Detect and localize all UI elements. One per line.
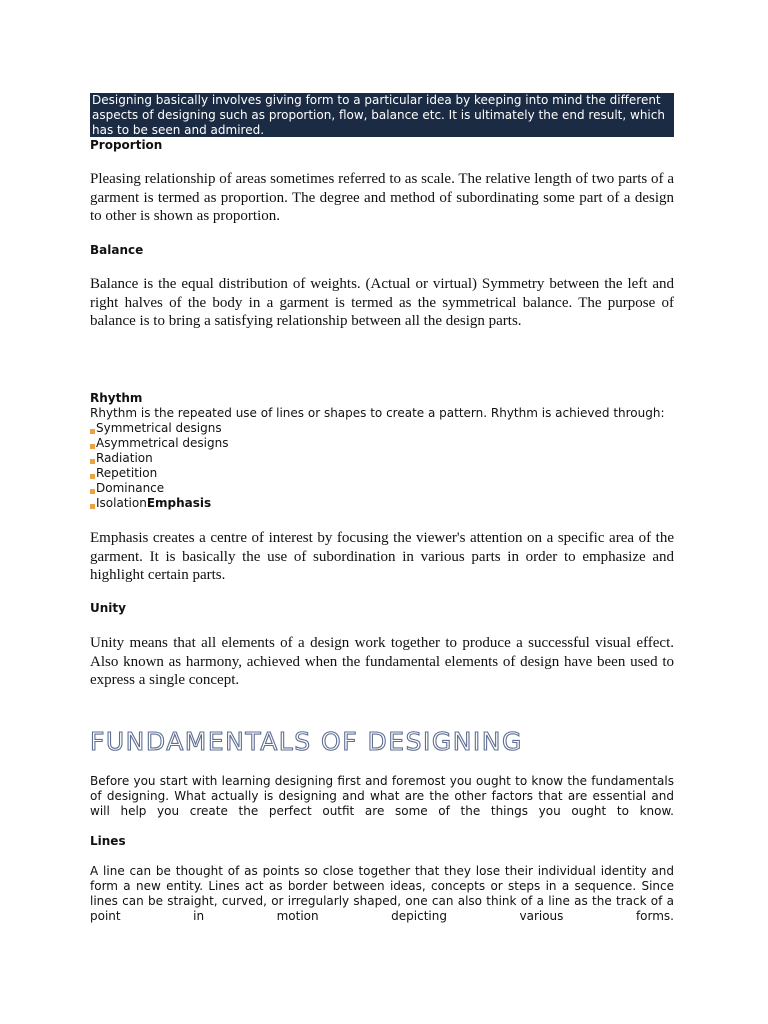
lines-text: A line can be thought of as points so close together that they lose their individual identity and form a new entity. Lines act as border between ideas, concepts or steps in a sequence. Since lines can be straight, curved, or irregularly shaped, one can also think of a line as the track of a point in motion depicting various forms. (90, 864, 674, 923)
balance-text: Balance is the equal distribution of weights. (Actual or virtual) Symmetry between the left and right halves of the body in a garment is termed as the symmetrical balance. The purpose of balance is to bring a satisfying relationship between all the design parts. (90, 276, 674, 329)
bullet-icon (90, 489, 95, 494)
bullet-icon (90, 504, 95, 509)
list-item: Asymmetrical designs (90, 436, 674, 451)
list-item: Repetition (90, 466, 674, 481)
unity-text: Unity means that all elements of a design work together to produce a successful visual effect. Also known as harmony, achieved when the fundamental elements of design have been used to express a single concept. (90, 635, 674, 688)
bullet-icon (90, 459, 95, 464)
list-item: IsolationEmphasis (90, 496, 674, 511)
rhythm-heading: Rhythm (90, 391, 143, 405)
list-item: Symmetrical designs (90, 421, 674, 436)
proportion-text: Pleasing relationship of areas sometimes referred to as scale. The relative length of two parts of a garment is termed as proportion. The degree and method of subordinating some part of a design to other is shown as proportion. (90, 171, 674, 224)
fundamentals-title: FUNDAMENTALS OF DESIGNING (90, 727, 523, 756)
rhythm-list (90, 421, 674, 511)
bullet-icon (90, 474, 95, 479)
lines-heading: Lines (90, 834, 126, 848)
proportion-heading: Proportion (90, 138, 163, 152)
balance-heading: Balance (90, 243, 144, 257)
intro-highlight-box: Designing basically involves giving form to a particular idea by keeping into mind the different aspects of designing such as proportion, flow, balance etc. It is ultimately the end result, which has to be seen and admired. (90, 93, 674, 137)
rhythm-text: Rhythm is the repeated use of lines or shapes to create a pattern. Rhythm is achieved through: (90, 406, 665, 420)
fundamentals-text: Before you start with learning designing first and foremost you ought to know the fundamentals of designing. What actually is designing and what are the other factors that are essential and will help you create the perfect outfit are some of the things you ought to know. (90, 774, 674, 818)
emphasis-heading: Emphasis (146, 496, 212, 510)
bullet-icon (90, 429, 95, 434)
list-item: Dominance (90, 481, 674, 496)
unity-heading: Unity (90, 601, 126, 615)
bullet-icon (90, 444, 95, 449)
emphasis-text: Emphasis creates a centre of interest by focusing the viewer's attention on a specific area of the garment. It is basically the use of subordination in various parts in order to emphasize and highlight certain parts. (90, 530, 674, 583)
list-item: Radiation (90, 451, 674, 466)
